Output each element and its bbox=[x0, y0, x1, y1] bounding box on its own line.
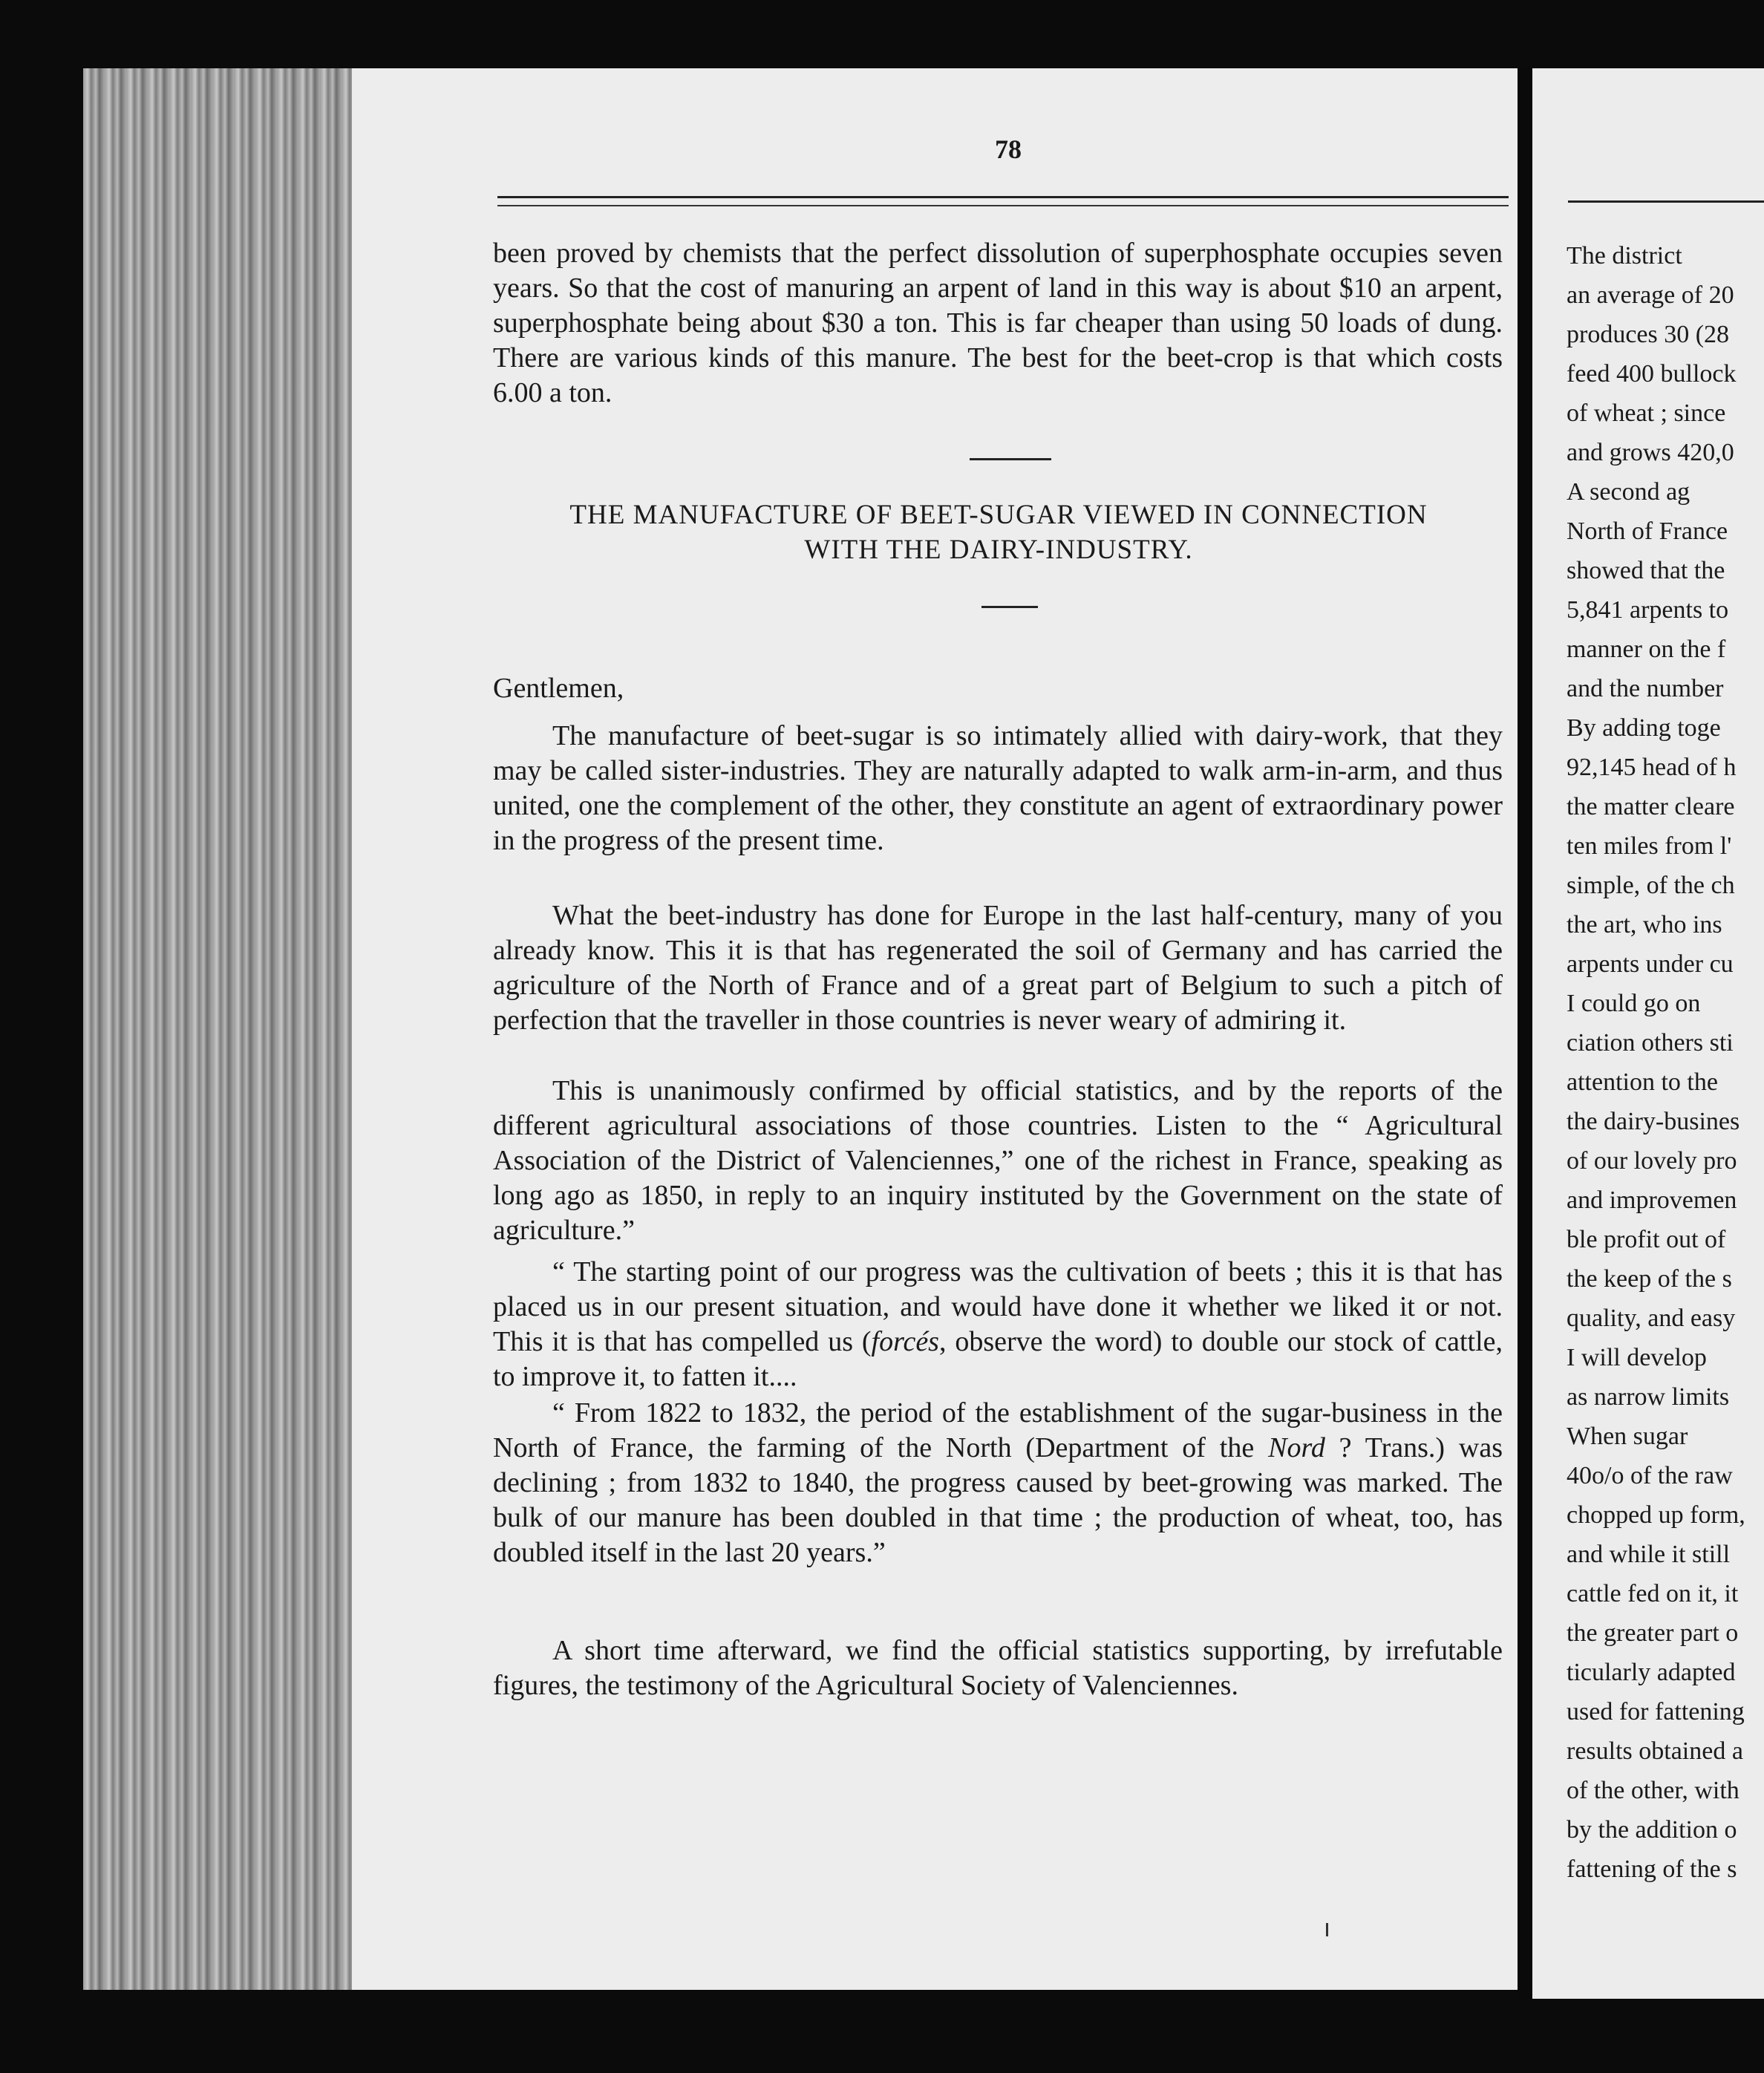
margin-mark bbox=[1326, 1923, 1328, 1936]
right-page-line: A second ag bbox=[1567, 478, 1690, 506]
right-page-line: the matter cleare bbox=[1567, 793, 1735, 820]
right-page-line: ciation others sti bbox=[1567, 1029, 1734, 1057]
salutation: Gentlemen, bbox=[493, 673, 624, 704]
right-page-line: arpents under cu bbox=[1567, 950, 1734, 978]
quote-2-italic: Nord bbox=[1268, 1432, 1325, 1463]
right-page-line: attention to the bbox=[1567, 1068, 1718, 1096]
header-rule-top bbox=[497, 196, 1509, 198]
right-page-line: The district bbox=[1567, 242, 1682, 270]
right-page-line: and the number bbox=[1567, 675, 1724, 702]
right-page-line: of the other, with bbox=[1567, 1777, 1740, 1804]
right-page-line: By adding toge bbox=[1567, 714, 1721, 742]
header-rule-bottom bbox=[497, 205, 1509, 206]
section-heading-line1: THE MANUFACTURE OF BEET-SUGAR VIEWED IN CONNECTION bbox=[569, 500, 1428, 530]
right-page-line: the greater part o bbox=[1567, 1619, 1739, 1647]
right-page-line: fattening of the s bbox=[1567, 1855, 1737, 1883]
right-page-line: I could go on bbox=[1567, 990, 1701, 1017]
right-page-line: ticularly adapted bbox=[1567, 1659, 1736, 1686]
book-gutter bbox=[1518, 68, 1532, 1999]
right-page-line: results obtained a bbox=[1567, 1737, 1743, 1765]
right-page-text bbox=[1567, 236, 1764, 1889]
quote-2 bbox=[493, 1396, 1503, 1570]
right-page-line: I will develop bbox=[1567, 1344, 1707, 1371]
right-page-line: and grows 420,0 bbox=[1567, 439, 1734, 466]
page-number: 78 bbox=[995, 134, 1022, 164]
right-page-line: the keep of the s bbox=[1567, 1265, 1732, 1293]
book-page-edges bbox=[83, 68, 352, 1990]
section-heading bbox=[483, 497, 1515, 567]
quote-1-text-end: , observe the word) to double our stock of cattle, to improve it, to fatten it.... bbox=[493, 1326, 1503, 1392]
closing-paragraph: A short time afterward, we find the official statistics supporting, by irrefutable figures, the testimony of the Agricultural Society of Valenciennes. bbox=[493, 1635, 1503, 1701]
right-page-line: 92,145 head of h bbox=[1567, 754, 1737, 781]
quote-1-text: “ The starting point of our progress was the cultivation of beets ; this it is that has placed us in our present situation, and would have done it whether we liked it or not. This it is that has compelled us ( bbox=[493, 1256, 1503, 1357]
right-page-line: and improvemen bbox=[1567, 1186, 1737, 1214]
right-header-rule bbox=[1568, 200, 1764, 203]
right-page-line: produces 30 (28 bbox=[1567, 321, 1730, 348]
right-page-line: North of France bbox=[1567, 518, 1728, 545]
right-page-line: feed 400 bullock bbox=[1567, 360, 1737, 388]
right-page-line: the art, who ins bbox=[1567, 911, 1722, 938]
paragraph-2: What the beet-industry has done for Europe in the last half-century, many of you already know. This it is that has regenerated the soil of Germany and has carried the agriculture of the North of France and of a great part of Belgium to such a pitch of perfection that the traveller in those countries is never weary of admiring it. bbox=[493, 900, 1503, 1036]
right-page-line: an average of 20 bbox=[1567, 281, 1734, 309]
right-page-line: and while it still bbox=[1567, 1541, 1731, 1568]
paragraph-1: The manufacture of beet-sugar is so intimately allied with dairy-work, that they may be called sister-industries. They are naturally adapted to walk arm-in-arm, and thus united, one the complement of the other, they constitute an agent of extraordinary power in the progress of the present time. bbox=[493, 720, 1503, 856]
right-page-line: as narrow limits bbox=[1567, 1383, 1730, 1411]
right-page-line: of our lovely pro bbox=[1567, 1147, 1737, 1175]
quote-2-text-end: ? Trans.) was declining ; from 1832 to 1840, the progress caused by beet-growing was marked. The bulk of our manure has been doubled in that time ; the production of wheat, too, has doubled itself in the last 20 years.” bbox=[493, 1432, 1503, 1568]
right-page-line: quality, and easy bbox=[1567, 1305, 1736, 1332]
right-page-line: 5,841 arpents to bbox=[1567, 596, 1729, 624]
right-page-line: cattle fed on it, it bbox=[1567, 1580, 1739, 1607]
right-page-line: When sugar bbox=[1567, 1423, 1688, 1450]
right-page-line: manner on the f bbox=[1567, 636, 1726, 663]
right-page-line: showed that the bbox=[1567, 557, 1725, 584]
section-heading-line2: WITH THE DAIRY-INDUSTRY. bbox=[804, 535, 1193, 565]
right-page-line: chopped up form, bbox=[1567, 1501, 1745, 1529]
right-page-line: of wheat ; since bbox=[1567, 399, 1726, 427]
quote-1 bbox=[493, 1255, 1503, 1394]
right-page-line: ten miles from l' bbox=[1567, 832, 1732, 860]
right-page-line: by the addition o bbox=[1567, 1816, 1737, 1844]
right-page-line: ble profit out of bbox=[1567, 1226, 1726, 1253]
intro-paragraph: been proved by chemists that the perfect dissolution of superphosphate occupies seven years. So that the cost of manuring an arpent of land in this way is about $10 an arpent, superphosphate being about $30 a ton. This is far cheaper than using 50 loads of dung. There are various kinds of this manure. The best for the beet-crop is that which costs 6.00 a ton. bbox=[493, 238, 1503, 408]
section-divider-bottom bbox=[981, 606, 1038, 608]
right-page-line: simple, of the ch bbox=[1567, 872, 1735, 899]
paragraph-3: This is unanimously confirmed by official statistics, and by the reports of the different agricultural associations of those countries. Listen to the “ Agricultural Association of the District of Valenciennes,” one of the richest in France, speaking as long ago as 1850, in reply to an inquiry instituted by the Government on the state of agriculture.” bbox=[493, 1075, 1503, 1246]
quote-2-text: “ From 1822 to 1832, the period of the establishment of the sugar-business in the North of France, the farming of the North (Department of the bbox=[493, 1397, 1503, 1463]
right-page-line: used for fattening bbox=[1567, 1698, 1745, 1726]
quote-1-italic: forcés bbox=[871, 1326, 939, 1357]
right-page-line: 40o/o of the raw bbox=[1567, 1462, 1733, 1489]
right-page-line: the dairy-busines bbox=[1567, 1108, 1740, 1135]
section-divider-top bbox=[970, 458, 1051, 460]
